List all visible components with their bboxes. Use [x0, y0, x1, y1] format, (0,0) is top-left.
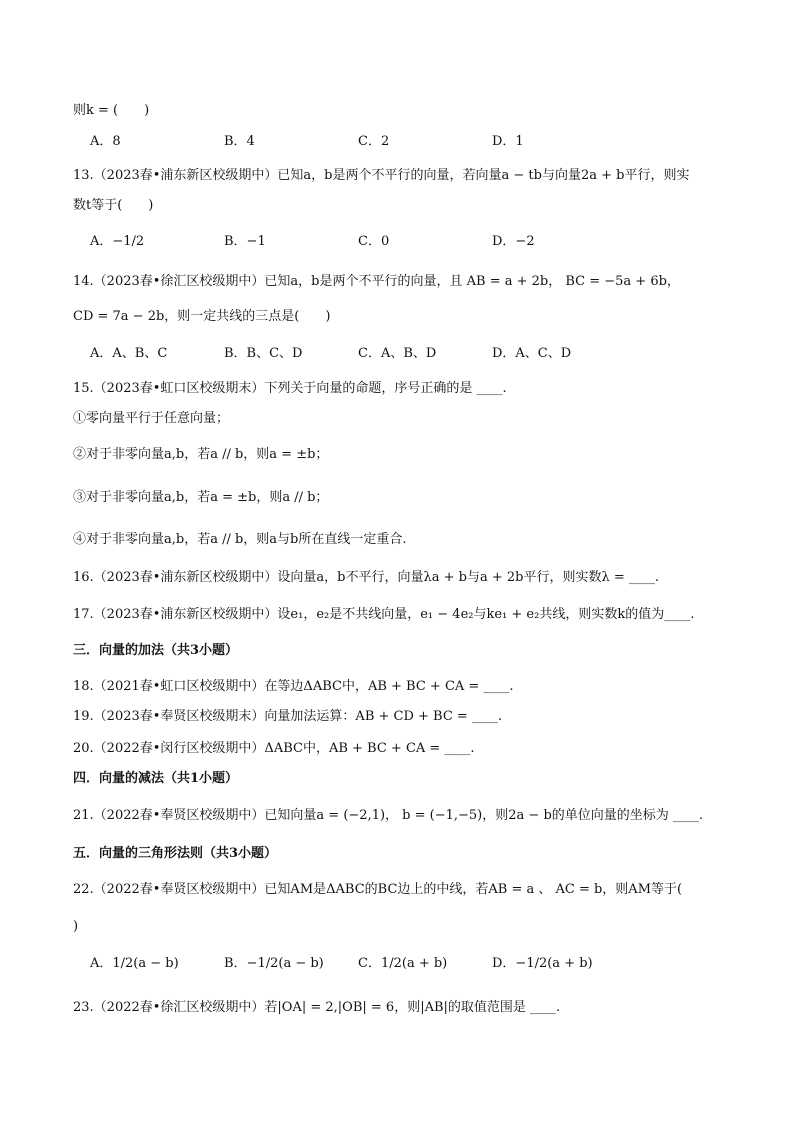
option-a: A．1/2(a − b) — [90, 956, 179, 971]
question-23: 23.（2022春•徐汇区校级期中）若|OA| = 2,|OB| = 6，则|AB|的取值范围是 ____. — [73, 1000, 561, 1015]
option-c: C．A、B、D — [358, 346, 437, 361]
question-14-line2: CD = 7a − 2b，则一定共线的三点是( ) — [73, 309, 331, 324]
section-heading-3: 三．向量的加法（共3小题） — [73, 643, 239, 658]
option-c: C．2 — [358, 134, 390, 149]
question-14-line1: 14.（2023春•徐汇区校级期中）已知a，b是两个不平行的向量，且 AB = a + 2b， BC = −5a + 6b， — [73, 274, 680, 289]
options-q14 — [90, 345, 626, 363]
option-d: D．−1/2(a + b) — [492, 956, 593, 971]
option-a: A．A、B、C — [90, 346, 168, 361]
options-q12 — [90, 133, 626, 151]
question-15-item-4: ④对于非零向量a,b，若a // b，则a与b所在直线一定重合. — [73, 532, 407, 547]
option-b: B．4 — [224, 134, 255, 149]
question-text-k: 则k = ( ) — [73, 103, 150, 118]
question-16: 16.（2023春•浦东新区校级期中）设向量a，b不平行，向量λa + b与a + 2b平行，则实数λ = ____. — [73, 570, 659, 585]
option-b: B．B、C、D — [224, 346, 303, 361]
question-15-item-1: ①零向量平行于任意向量； — [73, 411, 230, 426]
question-19: 19.（2023春•奉贤区校级期末）向量加法运算：AB + CD + BC = ____. — [73, 709, 503, 724]
question-15: 15.（2023春•虹口区校级期末）下列关于向量的命题，序号正确的是 ____. — [73, 381, 507, 396]
question-13-line1: 13.（2023春•浦东新区校级期中）已知a，b是两个不平行的向量，若向量a − tb与向量2a + b平行，则实 — [73, 168, 690, 183]
question-21: 21.（2022春•奉贤区校级期中）已知向量a = (−2,1)， b = (−1,−5)，则2a − b的单位向量的坐标为 ____. — [73, 808, 704, 823]
option-d: D．1 — [492, 134, 524, 149]
question-20: 20.（2022春•闵行区校级期中）ΔABC中，AB + BC + CA = ____. — [73, 741, 475, 756]
question-18: 18.（2021春•虹口区校级期中）在等边ΔABC中，AB + BC + CA = ____. — [73, 679, 514, 694]
options-q22 — [90, 955, 626, 973]
option-a: A．8 — [90, 134, 121, 149]
question-22-line1: 22.（2022春•奉贤区校级期中）已知AM是ΔABC的BC边上的中线，若AB = a 、 AC = b，则AM等于( — [73, 882, 683, 897]
question-15-item-3: ③对于非零向量a,b，若a = ±b，则a // b； — [73, 490, 329, 505]
option-d: D．A、C、D — [492, 346, 572, 361]
question-22-line2: ) — [73, 919, 79, 934]
option-c: C．0 — [358, 234, 390, 249]
option-d: D．−2 — [492, 234, 535, 249]
question-17: 17.（2023春•浦东新区校级期中）设e₁，e₂是不共线向量，e₁ − 4e₂与ke₁ + e₂共线，则实数k的值为____. — [73, 607, 695, 622]
option-c: C．1/2(a + b) — [358, 956, 448, 971]
question-15-item-2: ②对于非零向量a,b，若a // b，则a = ±b； — [73, 447, 329, 462]
option-b: B．−1 — [224, 234, 266, 249]
options-q13 — [90, 233, 626, 251]
option-b: B．−1/2(a − b) — [224, 956, 324, 971]
option-a: A．−1/2 — [90, 234, 145, 249]
question-13-line2: 数t等于( ) — [73, 198, 154, 213]
section-heading-5: 五．向量的三角形法则（共3小题） — [73, 846, 278, 861]
section-heading-4: 四．向量的减法（共1小题） — [73, 771, 239, 786]
